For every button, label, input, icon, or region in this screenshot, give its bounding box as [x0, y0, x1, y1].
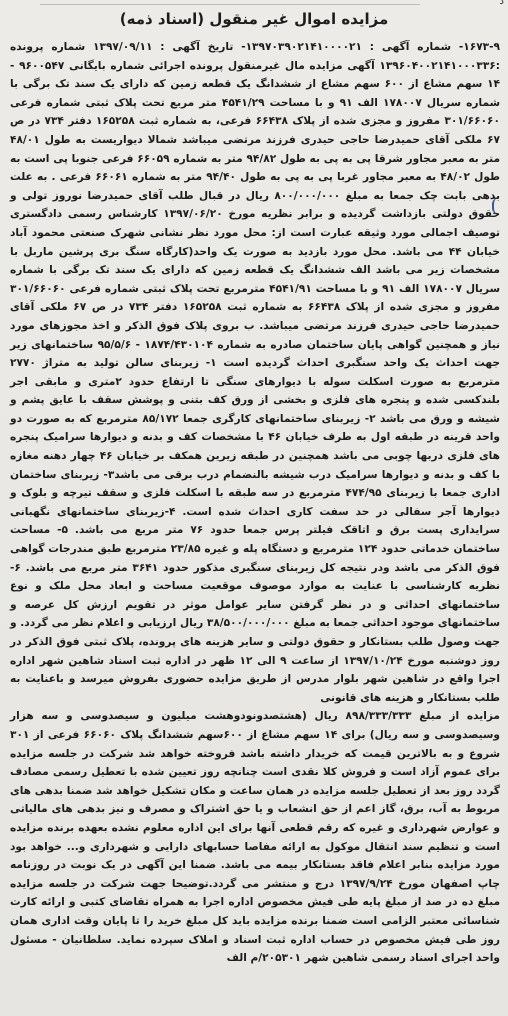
- pen-mark: [492, 198, 506, 214]
- notice-paragraph-1: ۱۶۷۳-۹- شماره آگهی : ۱۳۹۷۰۳۹۰۲۱۴۱۰۰۰۰۲۱- تاریخ آگهی : ۱۳۹۷/۰۹/۱۱ شماره پرونده :۱۳۹۶۰۴۰۰۲۱۴۱۰۰۰۳۳۶ آگهی مزایده مال غیرمنقول پرونده اجرائی شماره بایگانی ۹۶۰۰۵۴۷ - ۱۴ سهم مشاع از ۶۰۰ سهم مشاع از ششدانگ یک قطعه زمین که دارای یک سند تک برگی با شماره سریال ۱۷۸۰۰۷ الف ۹۱ و با مساحت ۴۵۴۱/۲۹ متر مربع تحت پلاک ثبتی شماره فرعی ۳۰۱/۶۶۰۶۰ مفروز و مجزی شده از پلاک ۶۶۴۳۸ فرعی، به شماره ثبت ۱۶۵۲۵۸ دفتر ۷۳۴ در ص ۶۷ ملکی آقای حمیدرضا حاجی حیدری فرزند مرتضی میباشد شمالا دیواریست به طول ۴۸/۰۱ متر به معبر مجاور شرقا پی به پی به طول ۹۴/۸۲ متر به شماره ۶۶۰۵۹ فرعی جنوبا پی است به طول ۴۸/۰۲ به معبر مجاور غربا پی به پی به طول ۹۴/۴۰ متر به شماره ۶۶۰۶۱ فرعی . به علت بدهی بابت چک جمعا به مبلغ ۸۰۰/۰۰۰/۰۰۰ ریال در قبال طلب آقای حمیدرضا نوروز تولی و حقوق دولتی بازداشت گردیده و برابر نظریه مورخ ۱۳۹۷/۰۶/۲۰ کارشناس رسمی دادگستری توصیف اجمالی مورد وثیقه عبارت است از: محل مورد نظر نشانی شهرک صنعتی محمود آباد خیابان ۴۴ می باشد. محل مورد بازدید به صورت یک واحد(کارگاه سنگ بری پرشین ماربل با مشخصات زیر می باشد الف ششدانگ یک قطعه زمین که دارای یک سند تک برگی با شماره سریال ۱۷۸۰۰۷ الف ۹۱ و با مساحت ۴۵۴۱/۹۱ مترمربع تحت پلاک ثبتی شماره فرعی ۳۰۱/۶۶۰۶۰ مفروز و مجزی شده از پلاک ۶۶۴۳۸ به شماره ثبت ۱۶۵۲۵۸ دفتر ۷۳۴ در ص ۶۷ ملکی آقای حمیدرضا حاجی حیدری فرزند مرتضی میباشد. ب بروی پلاک فوق الذکر و اخذ مجوزهای مورد نیاز و همچنین گواهی پایان ساختمان صادره به شماره ۱۸۷۴/۴۳۰۱۰۴ - ۹۵/۵/۶ ساختمانهای زیر جهت احداث یک واحد سنگبری احداث گردیده است ۱- زیربنای سالن تولید به متراژ ۲۷۷۰ مترمربع به صورت اسکلت سوله با دیوارهای سنگی تا ارتفاع حدود ۲متری و مابقی اجر بلندکسی شده و پنجره های فلزی و بخشی از ورق کف بتنی و پوشش سقف با عایق پشم و شیشه و ورق می باشد ۲- زیربنای ساختمانهای کارگری جمعا ۸۵/۱۷۲ مترمربع که به صورت دو واحد قرینه در طبقه اول به طرف خیابان ۴۶ با مشخصات کف و بدنه و دیوارها سرامیک پنجره های فلزی دربها چوبی می باشد همچنین در طبقه زیرین همکف بر خیابان ۴۶ چهار دهنه مغازه با کف و بدنه و دیوارها سرامیک درب شیشه بالنضمام درب برقی می باشد۳- زیربنای ساختمان اداری جمعا با زیربنای ۴۷۴/۹۵ مترمربع در سه طبقه با اسکلت فلزی و سقف تیرچه و بلوک و دیوارها آجر سفالی در حد سفت کاری احداث شده است. ۴-زیربنای ساختمانهای نگهبانی سرایداری پست برق و اتاقک فیلتر پرس جمعا حدود ۷۶ متر مربع می باشد. ۵- مساحت ساختمان خدماتی حدود ۱۲۴ مترمربع و دستگاه پله و غیره ۲۳/۸۵ مترمربع طبق مندرجات گواهی فوق الذکر می باشد ودر نتیجه کل زیربنای سنگبری مذکور حدود ۳۶۴۱ متر مربع می باشد. ۶- نظریه کارشناسی با عنایت به موارد موصوف موقعیت مساحت و ابعاد محل ملک و نوع ساختمانهای احداثی و در نظر گرفتن سایر عوامل موثر در تقویم ارزش کل عرصه و ساختمانهای موجود احداثی جمعا به مبلغ ۳۸/۵۰۰/۰۰۰/۰۰۰ ریال ارزیابی و اعلام نظر می گردد. و جهت وصول طلب بستانکار و حقوق دولتی و سایر هزینه های پرونده، پلاک ثبتی فوق الذکر در روز دوشنبه مورخ ۱۳۹۷/۱۰/۲۴ از ساعت ۹ الی ۱۲ ظهر در اداره ثبت اسناد شاهین شهر اداره اجرا واقع در شاهین شهر بلوار مدرس از طریق مزایده حضوری بفروش میرسد و باعنایت به طلب بستانکار و هزینه های قانونی: [9, 41, 501, 704]
- top-divider: [40, 4, 420, 5]
- corner-fragment: د: [499, 0, 504, 7]
- notice-body: [10, 38, 500, 968]
- notice-paragraph-2: مزایده از مبلغ ۸۹۸/۳۳۳/۳۳۳ ریال (هشتصدونودوهشت میلیون و سیصدوسی و سه هزار وسیصدوسی و سه ریال) برای ۱۴ سهم مشاع از ۶۰۰سهم ششدانگ پلاک ۶۶۰۶۰ فرعی از ۳۰۱ شروع و به بالاترین قیمت که خریدار داشته باشد فروخته خواهد شد شرکت در جلسه مزایده برای عموم آزاد است و فروش کلا نقدی است چنانچه روز تعیین شده با تعطیل رسمی مصادف گردد روز بعد از تعطیل جلسه مزایده در همان ساعت و مکان تشکیل خواهد شد ضمنا بدهی های مربوط به آب، برق، گاز اعم از حق انشعاب و یا حق اشتراک و مصرف و نیز بدهی های مالیاتی و عوارض شهرداری و غیره که رقم قطعی آنها برای این اداره معلوم نشده بعهده برنده مزایده است و تنظیم سند انتقال موکول به ارائه مفاصا حسابهای دارایی و شهرداری و... خواهد بود مورد مزایده بنابر اعلام فاقد بستانکار بیمه می باشد. ضمنا این آگهی در یک نوبت در روزنامه چاپ اصفهان مورخ ۱۳۹۷/۹/۲۴ درج و منتشر می گردد.توضیحا جهت شرکت در جلسه مزایده مبلغ ده در صد از مبلغ پایه طی فیش مخصوص اداره اجرا به همراه تقاضای کتبی و ارائه کارت شناسائی معتبر الزامی است ضمنا برنده مزایده باید کل مبلغ خرید را تا پایان وقت اداری همان روز طی فیش مخصوص در حساب اداره ثبت اسناد و املاک سپرده نماید. سلطانیان - مسئول واحد اجرای اسناد رسمی شاهین شهر ۲۰۵۳۰۱/م الف: [10, 710, 500, 965]
- notice-headline: مزایده اموال غیر منقول (اسناد ذمه): [119, 10, 389, 28]
